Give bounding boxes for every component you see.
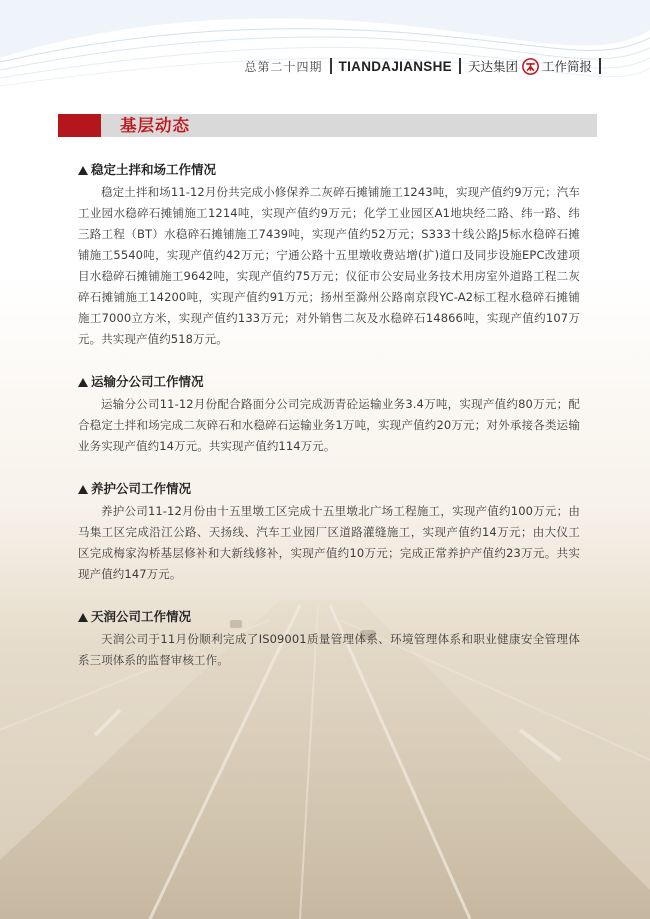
header-divider (330, 58, 332, 74)
article-heading-text: 养护公司工作情况 (91, 481, 192, 496)
header-divider (599, 58, 601, 74)
article-heading (78, 370, 580, 394)
triangle-bullet-icon (78, 166, 88, 175)
article-list (78, 158, 580, 691)
triangle-bullet-icon (78, 613, 88, 622)
article-body: 运输分公司11-12月份配合路面分公司完成沥青砼运输业务3.4万吨，实现产值约80万元；配合稳定土拌和场完成二灰碎石和水稳碎石运输业务1万吨，实现产值约20万元；对外承接各类运输业务实现产值约14万元。共实现产值约114万元。 (78, 397, 580, 453)
article-body: 养护公司11-12月份由十五里墩工区完成十五里墩北广场工程施工，实现产值约100万元；由马集工区完成沿江公路、天扬线、汽车工业园厂区道路灌缝施工，实现产值约14万元；由大仪工区完成梅家沟桥基层修补和大新线修补，实现产值约10万元；完成正常养护产值约23万元。共实现产值约147万元。 (78, 504, 580, 581)
section-title: 基层动态 (120, 116, 190, 135)
article-body: 天润公司于11月份顺利完成了IS09001质量管理体系、环境管理体系和职业健康安全管理体系三项体系的监督审核工作。 (78, 632, 580, 667)
brand-english-name: TIANDAJIANSHE (338, 58, 452, 74)
page-header (245, 56, 608, 76)
brand-chinese-name: 天达集团 (467, 59, 518, 74)
article-heading (78, 605, 580, 629)
issue-number: 总第二十四期 (244, 59, 323, 74)
article-heading-text: 运输分公司工作情况 (91, 374, 204, 389)
triangle-bullet-icon (78, 485, 88, 494)
article-heading (78, 158, 580, 182)
article-heading-text: 稳定土拌和场工作情况 (91, 162, 217, 177)
publication-title: 工作简报 (541, 59, 592, 74)
article-body: 稳定土拌和场11-12月份共完成小修保养二灰碎石摊铺施工1243吨，实现产值约9万元；汽车工业园水稳碎石摊铺施工1214吨，实现产值约9万元；化学工业园区A1地块经二路、纬一路、纬三路工程（BT）水稳碎石摊铺施工7439吨，实现产值约52万元；S333十线公路J5标水稳碎石摊铺施工5540吨，实现产值约42万元；宁通公路十五里墩收费站增(扩)道口及同步设施EPC改建项目水稳碎石摊铺施工9642吨，实现产值约75万元；仪征市公安局业务技术用房室外道路工程二灰碎石摊铺施工14200吨，实现产值约91万元；扬州至滁州公路南京段YC-A2标工程水稳碎石摊铺施工7000立方米，实现产值约133万元；对外销售二灰及水稳碎石14866吨，实现产值约107万元。共实现产值约518万元。 (78, 185, 580, 346)
tianda-logo-icon (522, 58, 539, 75)
header-divider (459, 58, 461, 74)
article-heading-text: 天润公司工作情况 (91, 609, 192, 624)
triangle-bullet-icon (78, 378, 88, 387)
section-accent-block (58, 114, 101, 137)
article-heading (78, 477, 580, 501)
section-title-bar (58, 114, 597, 137)
